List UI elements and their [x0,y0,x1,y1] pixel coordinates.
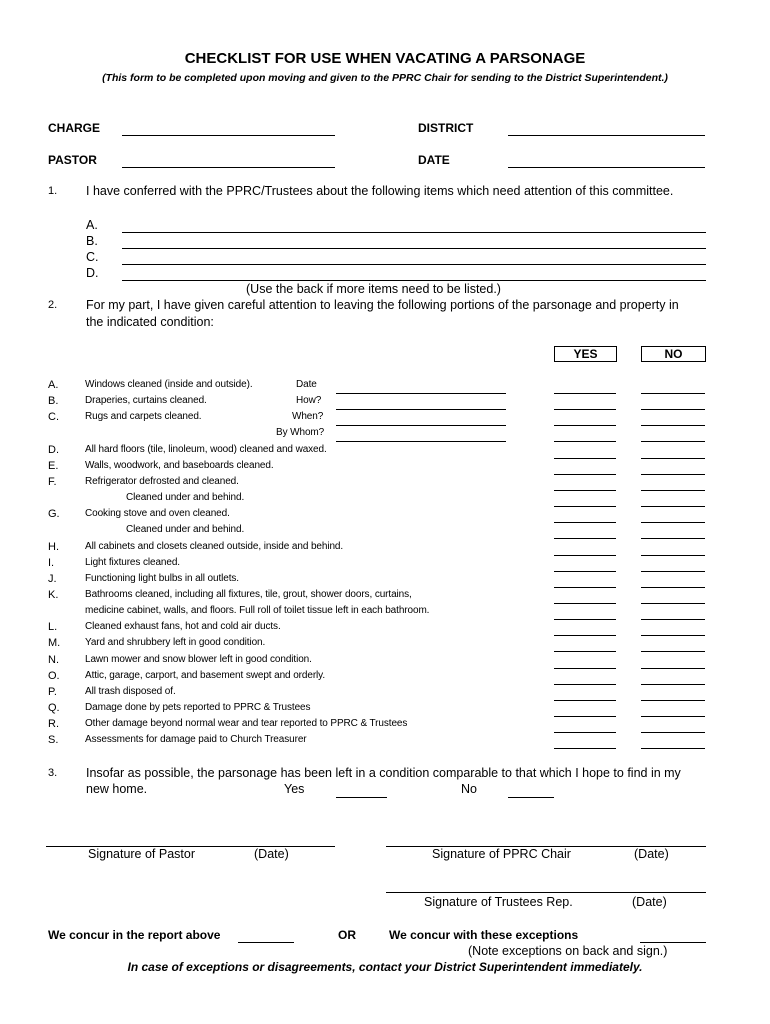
answer-line-no[interactable] [641,619,705,620]
answer-line-yes[interactable] [554,555,616,556]
carpet-date-field[interactable] [336,393,506,394]
answer-line-no[interactable] [641,716,705,717]
answer-line-yes[interactable] [554,425,616,426]
trustees-signature-label: Signature of Trustees Rep. [424,895,573,909]
checklist-item-text: Cleaned under and behind. [126,492,245,503]
footer-notice: In case of exceptions or disagreements, contact your District Superintendent immediately. [127,960,643,974]
answer-line-no[interactable] [641,409,705,410]
answer-line-yes[interactable] [554,700,616,701]
page-subtitle: (This form to be completed upon moving and given to the PPRC Chair for sending to the District Superintendent.) [102,72,668,84]
concur-or-label: OR [338,928,356,942]
carpet-how-field[interactable] [336,409,506,410]
carpet-date-label: Date [296,379,317,390]
pastor-signature-label: Signature of Pastor [88,847,196,861]
section2-text-line2: the indicated condition: [86,315,214,329]
answer-line-no[interactable] [641,571,705,572]
section2-number: 2. [48,299,58,311]
checklist-letter: H. [48,541,59,553]
pastor-field[interactable] [122,167,335,168]
checklist-item-text: Cooking stove and oven cleaned. [85,508,230,519]
answer-line-yes[interactable] [554,522,616,523]
concur-left-label: We concur in the report above [48,928,221,942]
section1-item-d: D. [86,266,99,280]
checklist-letter: G. [48,508,60,520]
charge-label: CHARGE [48,121,101,135]
section2-text-line1: For my part, I have given careful attention to leaving the following portions of the parsonage and property in [86,298,679,312]
answer-line-no[interactable] [641,700,705,701]
section1-line-d[interactable] [122,280,706,281]
carpet-when-field[interactable] [336,425,506,426]
answer-line-yes[interactable] [554,393,616,394]
concur-left-field[interactable] [238,942,294,943]
answer-line-no[interactable] [641,732,705,733]
charge-field[interactable] [122,135,335,136]
checklist-letter: N. [48,654,59,666]
checklist-item-text: medicine cabinet, walls, and floors. Full roll of toilet tissue left in each bathroom. [85,605,430,616]
checklist-item-text: Walls, woodwork, and baseboards cleaned. [85,460,274,471]
date-field[interactable] [508,167,705,168]
answer-line-no[interactable] [641,441,705,442]
answer-line-no[interactable] [641,425,705,426]
carpet-when-label: When? [292,411,324,422]
answer-line-yes[interactable] [554,441,616,442]
answer-line-no[interactable] [641,474,705,475]
section3-number: 3. [48,767,58,779]
checklist-item-text: Draperies, curtains cleaned. [85,395,207,406]
trustees-signature-line[interactable] [386,892,706,893]
section1-line-c[interactable] [122,264,706,265]
no-column-header: NO [641,346,706,362]
answer-line-no[interactable] [641,506,705,507]
answer-line-yes[interactable] [554,603,616,604]
checklist-letter: I. [48,557,55,569]
answer-line-yes[interactable] [554,490,616,491]
checklist-item-text: Cleaned exhaust fans, hot and cold air ducts. [85,621,281,632]
checklist-letter: D. [48,444,59,456]
section1-item-a: A. [86,218,98,232]
checklist-item-text: Light fixtures cleaned. [85,557,180,568]
section3-yes-label: Yes [284,782,305,796]
checklist-item-text: Assessments for damage paid to Church Treasurer [85,734,307,745]
section1-line-b[interactable] [122,248,706,249]
checklist-item-text: Rugs and carpets cleaned. [85,411,202,422]
date-label: DATE [418,153,450,167]
answer-line-yes[interactable] [554,684,616,685]
checklist-item-text: Windows cleaned (inside and outside). [85,379,253,390]
answer-line-yes[interactable] [554,587,616,588]
checklist-letter: E. [48,460,59,472]
checklist-item-text: Attic, garage, carport, and basement swept and orderly. [85,670,326,681]
answer-line-no[interactable] [641,684,705,685]
pprc-signature-label: Signature of PPRC Chair [432,847,571,861]
yes-column-header: YES [554,346,617,362]
answer-line-yes[interactable] [554,635,616,636]
answer-line-no[interactable] [641,635,705,636]
checklist-item-text: Refrigerator defrosted and cleaned. [85,476,239,487]
concur-right-label: We concur with these exceptions [389,928,579,942]
checklist-letter: M. [48,637,61,649]
checklist-letter: S. [48,734,59,746]
checklist-item-text: Functioning light bulbs in all outlets. [85,573,239,584]
answer-line-yes[interactable] [554,538,616,539]
answer-line-no[interactable] [641,555,705,556]
answer-line-yes[interactable] [554,651,616,652]
checklist-letter: C. [48,411,59,423]
checklist-item-text: Yard and shrubbery left in good condition. [85,637,266,648]
answer-line-yes[interactable] [554,458,616,459]
answer-line-yes[interactable] [554,474,616,475]
trustees-date-label: (Date) [632,895,667,909]
answer-line-yes[interactable] [554,571,616,572]
section3-text-line1: Insofar as possible, the parsonage has been left in a condition comparable to that which I hope to find in my [86,766,681,780]
section1-number: 1. [48,185,58,197]
answer-line-yes[interactable] [554,748,616,749]
answer-line-yes[interactable] [554,619,616,620]
section1-note: (Use the back if more items need to be listed.) [246,282,501,296]
checklist-letter: F. [48,476,57,488]
section3-yes-field[interactable] [336,797,387,798]
answer-line-no[interactable] [641,490,705,491]
answer-line-yes[interactable] [554,716,616,717]
section3-text-line2: new home. [86,782,148,796]
section1-line-a[interactable] [122,232,706,233]
concur-right-field[interactable] [640,942,706,943]
checklist-item-text: Damage done by pets reported to PPRC & Trustees [85,702,311,713]
pprc-date-label: (Date) [634,847,669,861]
checklist-item-text: Bathrooms cleaned, including all fixtures, tile, grout, shower doors, curtains, [85,589,412,600]
checklist-letter: A. [48,379,59,391]
carpet-how-label: How? [296,395,322,406]
checklist-letter: J. [48,573,57,585]
section3-no-label: No [461,782,477,796]
checklist-letter: K. [48,589,59,601]
section1-text: I have conferred with the PPRC/Trustees about the following items which need attention of this committee. [86,184,674,198]
answer-line-no[interactable] [641,651,705,652]
checklist-letter: R. [48,718,59,730]
answer-line-no[interactable] [641,603,705,604]
answer-line-no[interactable] [641,393,705,394]
answer-line-yes[interactable] [554,732,616,733]
answer-line-no[interactable] [641,587,705,588]
checklist-item-text: All trash disposed of. [85,686,176,697]
checklist-letter: O. [48,670,60,682]
section1-item-b: B. [86,234,98,248]
answer-line-yes[interactable] [554,409,616,410]
checklist-letter: P. [48,686,57,698]
section1-item-c: C. [86,250,99,264]
answer-line-no[interactable] [641,522,705,523]
page-title: CHECKLIST FOR USE WHEN VACATING A PARSONAGE [184,50,586,67]
pastor-date-label: (Date) [254,847,289,861]
section3-no-field[interactable] [508,797,554,798]
checklist-item-text: Other damage beyond normal wear and tear reported to PPRC & Trustees [85,718,408,729]
concur-note: (Note exceptions on back and sign.) [468,944,668,958]
answer-line-yes[interactable] [554,668,616,669]
answer-line-yes[interactable] [554,506,616,507]
checklist-letter: B. [48,395,59,407]
answer-line-no[interactable] [641,668,705,669]
district-label: DISTRICT [418,121,474,135]
checklist-letter: L. [48,621,58,633]
answer-line-no[interactable] [641,538,705,539]
checklist-item-text: Lawn mower and snow blower left in good condition. [85,654,312,665]
carpet-bywhom-field[interactable] [336,441,506,442]
district-field[interactable] [508,135,705,136]
answer-line-no[interactable] [641,748,705,749]
pastor-label: PASTOR [48,153,97,167]
checklist-item-text: All hard floors (tile, linoleum, wood) cleaned and waxed. [85,444,327,455]
answer-line-no[interactable] [641,458,705,459]
checklist-item-text: All cabinets and closets cleaned outside, inside and behind. [85,541,344,552]
checklist-item-text: Cleaned under and behind. [126,524,245,535]
carpet-bywhom-label: By Whom? [276,427,325,438]
checklist-letter: Q. [48,702,60,714]
